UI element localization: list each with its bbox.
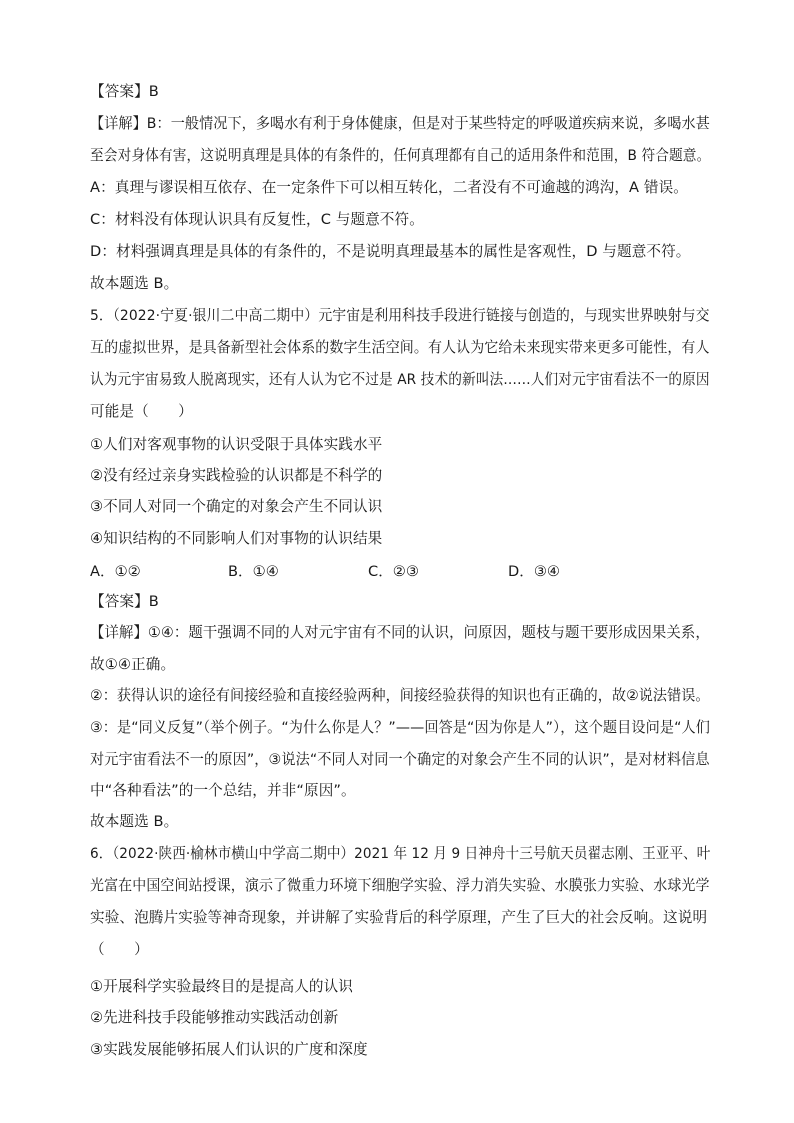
q4-analysis-d: D：材料强调真理是具体的有条件的，不是说明真理最基本的属性是客观性，D 与题意不符。 (90, 243, 691, 260)
q5-option-a: A．①② (90, 563, 141, 580)
q4-answer: 【答案】B (90, 83, 159, 100)
q4-analysis-c: C：材料没有体现认识具有反复性，C 与题意不符。 (90, 211, 424, 228)
q4-analysis-a: A：真理与谬误相互依存、在一定条件下可以相互转化，二者没有不可逾越的鸿沟，A 错误。 (90, 179, 688, 196)
q5-detail-line-5: 对元宇宙看法不一的原因”，③说法“不同人对同一个确定的对象会产生不同的认识”，是对材料信息 (90, 751, 710, 768)
q5-conclusion: 故本题选 B。 (90, 813, 179, 830)
q5-detail-line-6: 中“各种看法”的一个总结，并非“原因”。 (90, 782, 356, 799)
q6-stem-line-1: 6．（2022·陕西·榆林市横山中学高二期中）2021 年 12 月 9 日神舟十三号航天员翟志刚、王亚平、叶 (90, 845, 711, 862)
q6-stem-line-3: 实验、泡腾片实验等神奇现象，并讲解了实验背后的科学原理，产生了巨大的社会反响。这说明 (90, 909, 708, 926)
q5-detail-line-1: 【详解】①④：题干强调不同的人对元宇宙有不同的认识，问原因，题枝与题干要形成因果关系， (90, 624, 710, 641)
q4-detail-line-1: 【详解】B：一般情况下，多喝水有利于身体健康，但是对于某些特定的呼吸道疾病来说，多喝水甚 (90, 115, 710, 132)
q5-option-b: B．①④ (228, 563, 279, 580)
q5-stem-line-1: 5．（2022·宁夏·银川二中高二期中）元宇宙是利用科技手段进行链接与创造的，与现实世界映射与交 (90, 307, 710, 324)
q5-item-1: ①人们对客观事物的认识受限于具体实践水平 (90, 436, 383, 453)
q5-answer: 【答案】B (90, 593, 159, 610)
q5-option-d: D．③④ (508, 563, 560, 580)
q5-detail-line-3: ②：获得认识的途径有间接经验和直接经验两种，间接经验获得的知识也有正确的，故②说法错误。 (90, 687, 710, 704)
q6-stem-line-4: （ ） (90, 941, 149, 958)
q5-stem-line-3: 认为元宇宙易致人脱离现实，还有人认为它不过是 AR 技术的新叫法……人们对元宇宙看法不一的原因 (90, 371, 710, 388)
q6-item-3: ③实践发展能够拓展人们认识的广度和深度 (90, 1041, 368, 1058)
q5-stem-line-4: 可能是（ ） (90, 403, 193, 420)
q4-detail-line-2: 至会对身体有害，这说明真理是具体的有条件的，任何真理都有自己的适用条件和范围，B 符合题意。 (90, 147, 711, 164)
q5-option-c: C．②③ (368, 563, 419, 580)
q4-conclusion: 故本题选 B。 (90, 275, 179, 292)
q5-item-4: ④知识结构的不同影响人们对事物的认识结果 (90, 530, 383, 547)
q5-item-2: ②没有经过亲身实践检验的认识都是不科学的 (90, 467, 383, 484)
q5-item-3: ③不同人对同一个确定的对象会产生不同认识 (90, 498, 383, 515)
q5-stem-line-2: 互的虚拟世界，是具备新型社会体系的数字生活空间。有人认为它给未来现实带来更多可能性，有人 (90, 339, 710, 356)
q5-options (90, 560, 690, 580)
q5-detail-line-2: 故①④正确。 (90, 656, 176, 673)
q6-item-2: ②先进科技手段能够推动实践活动创新 (90, 1009, 339, 1026)
q6-stem-line-2: 光富在中国空间站授课，演示了微重力环境下细胞学实验、浮力消失实验、水膜张力实验、水球光学 (90, 877, 710, 894)
q6-item-1: ①开展科学实验最终目的是提高人的认识 (90, 978, 353, 995)
q5-detail-line-4: ③：是“同义反复”（举个例子。“为什么你是人？”——回答是“因为你是人”），这个题目设问是“人们 (90, 719, 711, 736)
